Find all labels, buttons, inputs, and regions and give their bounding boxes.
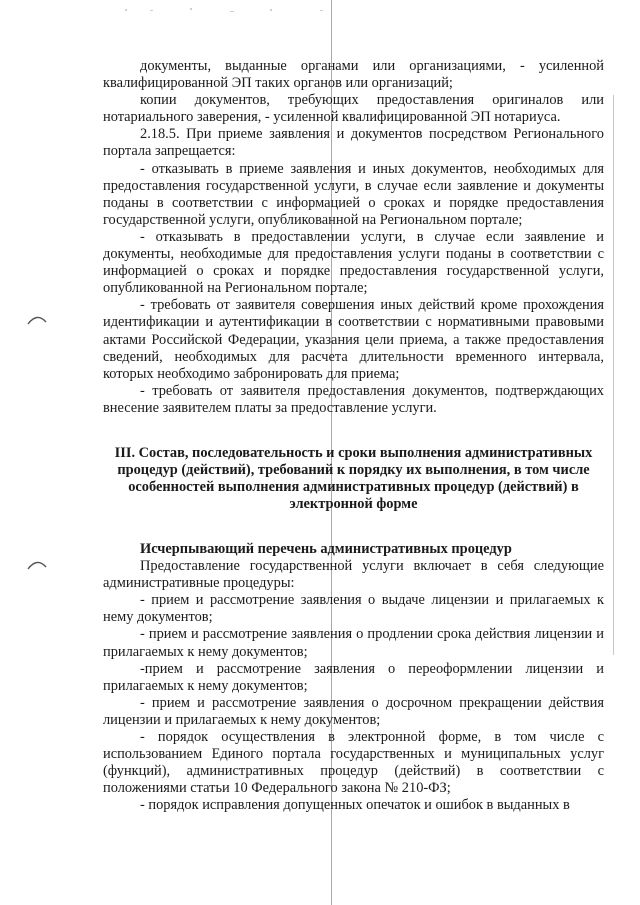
paragraph: копии документов, требующих предоставления оригиналов или нотариального заверения, - усиленной квалифицированной ЭП нотариуса. (103, 92, 604, 126)
scan-noise (120, 6, 360, 16)
list-item: - порядок осуществления в электронной форме, в том числе с использованием Единого портала государственных и муниципальных услуг (функций), административных процедур (действий) в соответствии с положениями статьи 10 Федерального закона № 210-ФЗ; (103, 729, 604, 797)
subheading: Исчерпывающий перечень административных процедур (140, 540, 512, 557)
paragraph: - требовать от заявителя совершения иных действий кроме прохождения идентификации и аутентификации в соответствии с нормативными правовыми актами Российской Федерации, указания цели приема, а также предоставления сведений, необходимых для расчета длительности временного интервала, которых необходимо забронировать для приема; (103, 297, 604, 382)
punch-mark-icon (26, 557, 48, 571)
paragraph: - отказывать в предоставлении услуги, в случае если заявление и документы, необходимые для предоставления услуги поданы в соответствии с информацией о сроках и порядке предоставления государственной услуги, опубликованной на Региональном портале; (103, 228, 604, 297)
list-item: - порядок исправления допущенных опечаток и ошибок в выданных в (140, 797, 570, 814)
paragraph: 2.18.5. При приеме заявления и документов посредством Регионального портала запрещается: (103, 126, 604, 160)
list-item: - прием и рассмотрение заявления о продлении срока действия лицензии и прилагаемых к нему документов; (103, 626, 604, 660)
section-heading: III. Состав, последовательность и сроки выполнения административных процедур (действий), требований к порядку их выполнения, в том числе особенностей выполнения административных процедур (действий) в электронной форме (114, 444, 593, 512)
list-item: - прием и рассмотрение заявления о досрочном прекращении действия лицензии и прилагаемых к нему документов; (103, 694, 604, 728)
punch-mark-icon (26, 312, 48, 326)
list-item: -прием и рассмотрение заявления о переоформлении лицензии и прилагаемых к нему документов; (103, 660, 604, 694)
document-body (103, 58, 604, 814)
list-item: - прием и рассмотрение заявления о выдаче лицензии и прилагаемых к нему документов; (103, 592, 604, 626)
paragraph: - требовать от заявителя предоставления документов, подтверждающих внесение заявителем платы за предоставление услуги. (103, 382, 604, 416)
scan-edge-line (613, 95, 614, 655)
paragraph: документы, выданные органами или организациями, - усиленной квалифицированной ЭП таких органов или организаций; (103, 58, 604, 92)
paragraph: - отказывать в приеме заявления и иных документов, необходимых для предоставления государственной услуги, в случае если заявление и документы поданы в соответствии с информацией о сроках и порядке предоставления государственной услуги, опубликованной на Региональном портале; (103, 160, 604, 228)
intro-paragraph: Предоставление государственной услуги включает в себя следующие административные процедуры: (103, 558, 604, 592)
